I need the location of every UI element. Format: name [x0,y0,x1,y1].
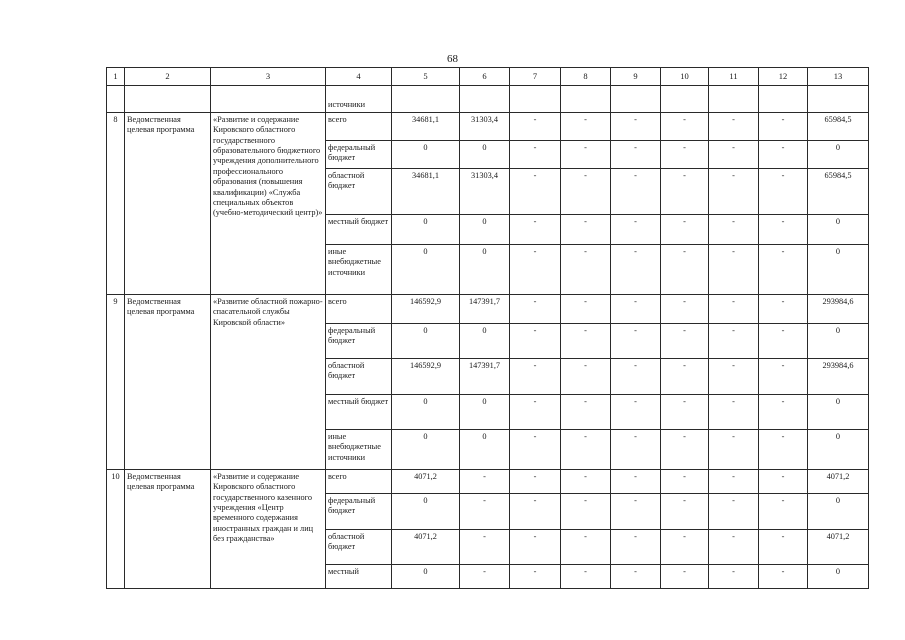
source-cell: федеральный бюджет [326,494,392,530]
source-cell: областной бюджет [326,359,392,395]
value-cell: - [759,470,808,494]
value-cell: - [661,141,709,169]
value-cell: 146592,9 [392,295,460,324]
value-cell: - [510,141,561,169]
source-cell: источники [326,86,392,113]
value-cell: - [661,295,709,324]
column-header: 8 [561,68,611,86]
column-header: 3 [211,68,326,86]
value-cell: - [759,141,808,169]
value-cell: - [611,324,661,359]
value-cell: - [510,430,561,470]
value-cell: - [460,530,510,565]
column-header: 10 [661,68,709,86]
value-cell: 146592,9 [392,359,460,395]
value-cell: - [709,295,759,324]
source-cell: местный [326,565,392,589]
value-cell: - [611,245,661,295]
value-cell: - [759,169,808,215]
value-cell: 0 [808,494,869,530]
program-type: Ведомственная целевая программа [125,470,211,589]
value-cell: - [709,169,759,215]
value-cell: - [759,530,808,565]
value-cell: - [759,395,808,430]
value-cell: - [661,215,709,245]
value-cell: - [510,359,561,395]
value-cell: - [709,215,759,245]
value-cell: 0 [808,245,869,295]
column-header: 2 [125,68,211,86]
value-cell: - [561,565,611,589]
value-cell: 0 [392,565,460,589]
value-cell: - [709,494,759,530]
program-name: «Развитие областной пожарно-спасательной службы Кировской области» [211,295,326,470]
value-cell: - [661,113,709,141]
value-cell: - [510,113,561,141]
value-cell: 4071,2 [808,530,869,565]
value-cell: - [561,215,611,245]
value-cell: 65984,5 [808,113,869,141]
value-cell: 0 [392,245,460,295]
value-cell: 0 [808,395,869,430]
value-cell: - [561,494,611,530]
source-cell: областной бюджет [326,169,392,215]
column-header: 13 [808,68,869,86]
value-cell: - [709,245,759,295]
value-cell: - [561,141,611,169]
value-cell: - [611,359,661,395]
value-cell: - [611,113,661,141]
value-cell: - [611,565,661,589]
value-cell: - [561,530,611,565]
program-number: 9 [107,295,125,470]
continuation-row [107,86,869,113]
source-cell: местный бюджет [326,395,392,430]
program-name: «Развитие и содержание Кировского областного государственного казенного учреждения «Центр временного содержания иностранных граждан и лиц без гражданства» [211,470,326,589]
value-cell: 4071,2 [808,470,869,494]
value-cell: 0 [808,324,869,359]
value-cell: - [709,141,759,169]
value-cell: - [709,470,759,494]
value-cell: - [611,430,661,470]
value-cell: - [661,530,709,565]
value-cell: - [460,565,510,589]
value-cell: 0 [460,215,510,245]
value-cell: 0 [460,245,510,295]
value-cell: 0 [808,215,869,245]
source-cell: всего [326,470,392,494]
column-header: 12 [759,68,808,86]
value-cell: - [561,359,611,395]
value-cell: - [709,324,759,359]
value-cell: - [510,324,561,359]
value-cell: - [510,565,561,589]
source-cell: всего [326,113,392,141]
value-cell: - [561,324,611,359]
value-cell: - [510,215,561,245]
source-cell: федеральный бюджет [326,141,392,169]
value-cell: 0 [808,565,869,589]
value-cell: - [510,245,561,295]
program-type: Ведомственная целевая программа [125,295,211,470]
value-cell: - [561,245,611,295]
value-cell: - [759,113,808,141]
page-number: 68 [447,53,458,65]
value-cell: - [661,565,709,589]
value-cell: 0 [808,141,869,169]
value-cell: - [611,215,661,245]
value-cell: 65984,5 [808,169,869,215]
column-header: 5 [392,68,460,86]
value-cell: 0 [392,430,460,470]
source-cell: иные внебюджетные источники [326,245,392,295]
table-row [107,113,869,141]
program-number: 10 [107,470,125,589]
value-cell: - [561,395,611,430]
value-cell: - [661,395,709,430]
value-cell: 34681,1 [392,113,460,141]
value-cell: 0 [460,430,510,470]
value-cell: - [759,295,808,324]
value-cell: - [709,359,759,395]
source-cell: иные внебюджетные источники [326,430,392,470]
program-number: 8 [107,113,125,295]
value-cell: - [561,169,611,215]
value-cell: - [561,113,611,141]
value-cell: 293984,6 [808,359,869,395]
value-cell: - [759,430,808,470]
value-cell: 0 [392,395,460,430]
column-header: 1 [107,68,125,86]
value-cell: 0 [460,395,510,430]
value-cell: - [709,565,759,589]
value-cell: - [759,359,808,395]
value-cell: - [611,494,661,530]
value-cell: 31303,4 [460,113,510,141]
source-cell: федеральный бюджет [326,324,392,359]
column-header-row [107,68,869,86]
source-cell: областной бюджет [326,530,392,565]
value-cell: - [759,215,808,245]
value-cell: - [510,295,561,324]
value-cell: 0 [460,141,510,169]
column-header: 11 [709,68,759,86]
value-cell: - [611,530,661,565]
column-header: 6 [460,68,510,86]
value-cell: - [759,324,808,359]
value-cell: - [611,295,661,324]
value-cell: - [561,430,611,470]
value-cell: - [661,359,709,395]
table-row [107,470,869,494]
value-cell: - [561,295,611,324]
program-type: Ведомственная целевая программа [125,113,211,295]
value-cell: 0 [460,324,510,359]
value-cell: 4071,2 [392,470,460,494]
column-header: 7 [510,68,561,86]
value-cell: - [709,113,759,141]
value-cell: 0 [392,324,460,359]
value-cell: 0 [392,141,460,169]
value-cell: - [661,494,709,530]
value-cell: - [709,530,759,565]
value-cell: - [611,395,661,430]
value-cell: - [709,395,759,430]
source-cell: местный бюджет [326,215,392,245]
value-cell: 293984,6 [808,295,869,324]
value-cell: - [611,470,661,494]
value-cell: 31303,4 [460,169,510,215]
value-cell: - [510,169,561,215]
value-cell: 0 [392,215,460,245]
budget-table [106,67,869,589]
source-cell: всего [326,295,392,324]
value-cell: 34681,1 [392,169,460,215]
value-cell: - [759,494,808,530]
value-cell: - [460,494,510,530]
value-cell: 0 [808,430,869,470]
value-cell: 147391,7 [460,295,510,324]
value-cell: - [561,470,611,494]
value-cell: - [661,470,709,494]
value-cell: - [661,169,709,215]
value-cell: - [709,430,759,470]
value-cell: - [661,324,709,359]
value-cell: - [611,169,661,215]
value-cell: - [510,395,561,430]
value-cell: - [460,470,510,494]
value-cell: 0 [392,494,460,530]
column-header: 9 [611,68,661,86]
value-cell: - [510,494,561,530]
value-cell: - [611,141,661,169]
value-cell: - [759,565,808,589]
value-cell: - [661,430,709,470]
program-name: «Развитие и содержание Кировского областного государственного образовательного бюджетного учреждения дополнительного профессионального образования (повышения квалификации) «Служба специальных объектов (учебно-методический центр)» [211,113,326,295]
table-row [107,295,869,324]
value-cell: 147391,7 [460,359,510,395]
value-cell: - [759,245,808,295]
column-header: 4 [326,68,392,86]
value-cell: - [510,530,561,565]
value-cell: - [661,245,709,295]
value-cell: - [510,470,561,494]
value-cell: 4071,2 [392,530,460,565]
